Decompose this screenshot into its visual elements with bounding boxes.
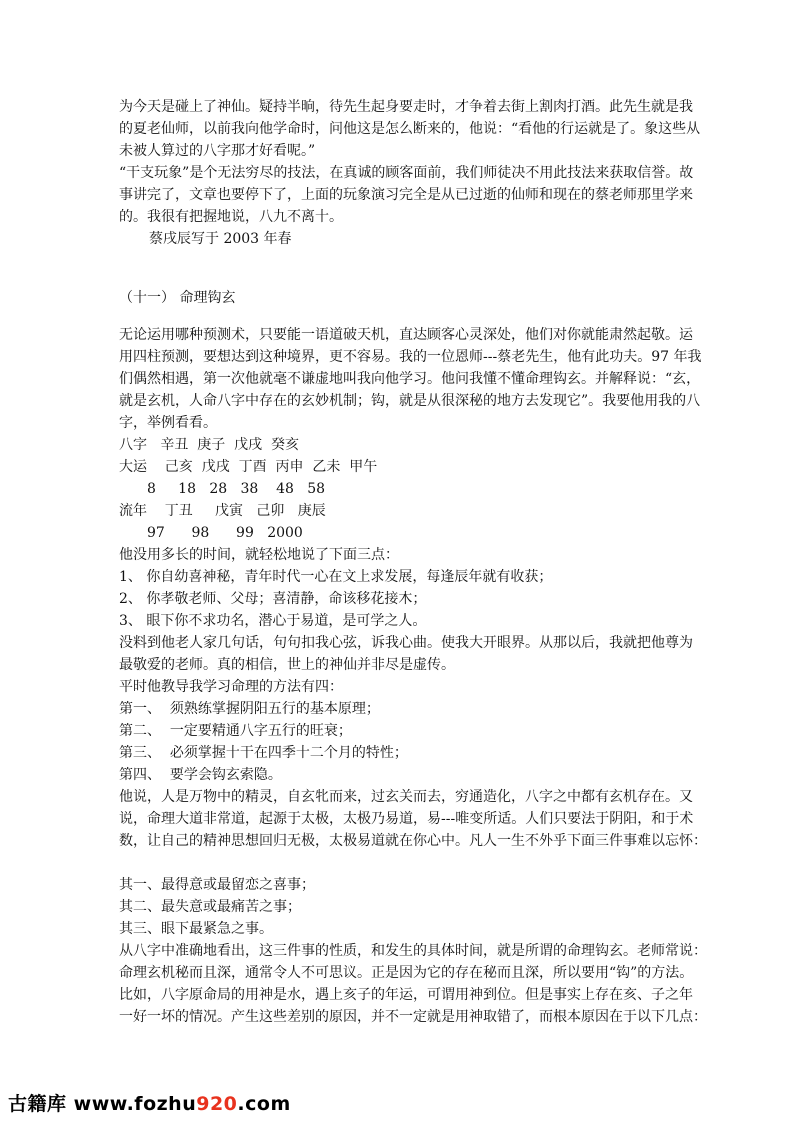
paragraph-line: 他说，人是万物中的精灵，自玄牝而来，过玄关而去，穷通造化，八字之中都有玄机存在。又 bbox=[119, 789, 693, 805]
paragraph-line: 字，举例看看。 bbox=[119, 415, 217, 431]
paragraph-line: 说，命理大道非常道，起源于太极，太极乃易道，易---唯变所适。人们只要法于阴阳，和于术 bbox=[119, 811, 694, 827]
paragraph-line: 们偶然相遇，第一次他就毫不谦虚地叫我向他学习。他问我懂不懂命理钩玄。并解释说：“玄， bbox=[119, 371, 701, 387]
main-section-text bbox=[119, 324, 707, 1028]
liunian-years-line: 97 98 99 2000 bbox=[147, 525, 303, 541]
method-item: 第二、 一定要精通八字五行的旺衰； bbox=[119, 723, 352, 739]
paragraph-line: 平时他教导我学习命理的方法有四： bbox=[119, 679, 343, 695]
paragraph-line: 数，让自己的精神思想回归无极，太极易道就在你心中。凡人一生不外乎下面三件事难以忘怀： bbox=[119, 833, 707, 849]
paragraph-line: 未被人算过的八字那才好看呢。” bbox=[119, 143, 316, 159]
method-item: 第三、 必须掌握十干在四季十二个月的特性； bbox=[119, 745, 408, 761]
method-item: 第四、 要学会钩玄索隐。 bbox=[119, 767, 282, 783]
blank-line bbox=[119, 852, 679, 874]
dayun-line: 大运 己亥 戊戌 丁酉 丙申 乙未 甲午 bbox=[119, 459, 378, 475]
thing-item: 其一、最得意或最留恋之喜事； bbox=[119, 877, 315, 893]
paragraph-line: 的夏老仙师，以前我向他学命时，问他这是怎么断来的，他说：“看他的行运就是了。象这些从 bbox=[119, 121, 701, 137]
thing-item: 其三、眼下最紧急之事。 bbox=[119, 921, 273, 937]
paragraph-line: 最敬爱的老师。真的相信，世上的神仙并非尽是虚传。 bbox=[119, 657, 455, 673]
watermark-brand: 古籍库 bbox=[8, 1093, 67, 1115]
paragraph-line: 没料到他老人家几句话，句句扣我心弦，诉我心曲。使我大开眼界。从那以后，我就把他尊为 bbox=[119, 635, 693, 651]
liunian-line: 流年 丁丑 戊寅 己卯 庚辰 bbox=[119, 503, 326, 519]
paragraph-line: 命理玄机秘而且深，通常令人不可思议。正是因为它的存在秘而且深，所以要用“钩”的方法。 bbox=[119, 965, 694, 981]
paragraph-line: 就是玄机，人命八字中存在的玄妙机制；钩，就是从很深秘的地方去发现它”。我要他用我的八 bbox=[119, 393, 701, 409]
method-item: 第一、 须熟练掌握阴阳五行的基本原理； bbox=[119, 701, 380, 717]
point-item: 2、 你孝敬老师、父母；喜清静，命该移花接木； bbox=[119, 591, 427, 607]
watermark-url-number: 920 bbox=[196, 1093, 238, 1115]
dayun-ages-line: 8 18 28 38 48 58 bbox=[147, 481, 326, 497]
point-item: 3、 眼下你不求功名，潜心于易道，是可学之人。 bbox=[119, 613, 427, 629]
paragraph-line: 为今天是碰上了神仙。疑持半晌，待先生起身要走时，才争着去街上割肉打酒。此先生就是我 bbox=[119, 99, 693, 115]
paragraph-line: 一好一坏的情况。产生这些差别的原因，并不一定就是用神取错了，而根本原因在于以下几点： bbox=[119, 1009, 707, 1025]
signature-line: 蔡戌辰写于 2003 年春 bbox=[149, 231, 292, 247]
paragraph-line: 比如，八字原命局的用神是水，遇上亥子的年运，可谓用神到位。但是事实上存在亥、子之年 bbox=[119, 987, 693, 1003]
point-item: 1、 你自幼喜神秘，青年时代一心在文上求发展，每逢辰年就有收获； bbox=[119, 569, 553, 585]
paragraph-line: 无论运用哪种预测术，只要能一语道破天机，直达顾客心灵深处，他们对你就能肃然起敬。运 bbox=[119, 327, 693, 343]
site-watermark bbox=[8, 1089, 291, 1116]
paragraph-line: 用四柱预测，要想达到这种境界，更不容易。我的一位恩师---蔡老先生，他有此功夫。97 年我 bbox=[119, 349, 702, 365]
paragraph-line: 的。我很有把握地说，八九不离十。 bbox=[119, 209, 343, 225]
section-title: （十一） 命理钩玄 bbox=[119, 290, 236, 306]
paragraph-line: 从八字中准确地看出，这三件事的性质，和发生的具体时间，就是所谓的命理钩玄。老师常说： bbox=[119, 943, 707, 959]
paragraph-line: 他没用多长的时间，就轻松地说了下面三点： bbox=[119, 547, 399, 563]
watermark-url[interactable]: www.fozhu920.com bbox=[73, 1093, 291, 1115]
previous-section-text bbox=[119, 96, 701, 250]
thing-item: 其二、最失意或最痛苦之事； bbox=[119, 899, 301, 915]
paragraph-line: 事讲完了，文章也要停下了，上面的玩象演习完全是从已过逝的仙师和现在的蔡老师那里学来 bbox=[119, 187, 693, 203]
paragraph-line: “干支玩象”是个无法穷尽的技法，在真诚的顾客面前，我们师徒决不用此技法来获取信誉。故 bbox=[119, 165, 694, 181]
bazi-line: 八字 辛丑 庚子 戊戌 癸亥 bbox=[119, 437, 300, 453]
